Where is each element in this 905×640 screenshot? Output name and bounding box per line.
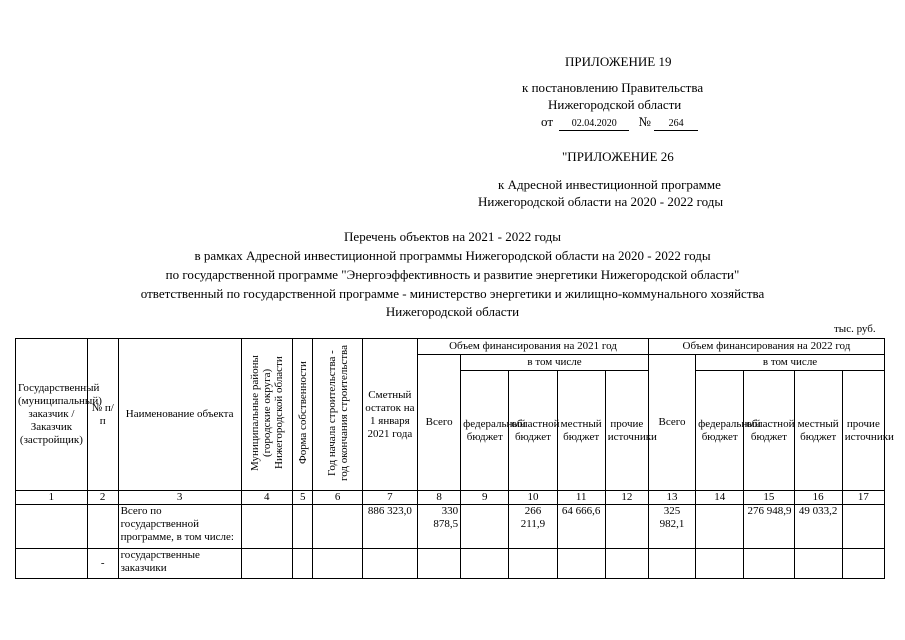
col-number: 16 xyxy=(794,491,842,505)
col-number: 13 xyxy=(648,491,695,505)
header-total-2021: Всего xyxy=(418,355,461,491)
col-number: 8 xyxy=(418,491,461,505)
table-row xyxy=(16,505,885,549)
cell-empty xyxy=(744,549,794,579)
col-number: 4 xyxy=(241,491,292,505)
column-numbers-row xyxy=(16,491,885,505)
col-number: 12 xyxy=(605,491,648,505)
cell-balance: 886 323,0 xyxy=(362,505,417,549)
cell-empty xyxy=(648,549,695,579)
cell-districts xyxy=(241,505,292,549)
header-regional-2021: областной бюджет xyxy=(509,371,557,491)
cell-regional-2021: 266 211,9 xyxy=(509,505,557,549)
cell-other-2022 xyxy=(842,505,884,549)
cell-local-2021: 64 666,6 xyxy=(557,505,605,549)
doc-title-line3: по государственной программе "Энергоэффективность и развитие энергетики Нижегородской области" xyxy=(165,267,740,282)
cell-empty xyxy=(842,549,884,579)
cell-empty xyxy=(509,549,557,579)
cell-ownership xyxy=(292,505,313,549)
cell-local-2022: 49 033,2 xyxy=(794,505,842,549)
cell-empty xyxy=(557,549,605,579)
cell-federal-2022 xyxy=(696,505,744,549)
program-line1: к Адресной инвестиционной программе xyxy=(498,177,721,192)
doc-title-line1: Перечень объектов на 2021 - 2022 годы xyxy=(344,229,561,244)
col-number: 9 xyxy=(461,491,509,505)
from-label: от xyxy=(541,114,554,129)
appendix-number: ПРИЛОЖЕНИЕ 19 xyxy=(565,54,672,69)
cell-empty xyxy=(313,549,362,579)
cell-empty xyxy=(362,549,417,579)
cell-num xyxy=(87,505,118,549)
doc-title-line4: ответственный по государственной программе - министерство энергетики и жилищно-коммунального хозяйства xyxy=(140,286,765,301)
cell-empty xyxy=(418,549,461,579)
header-local-2022: местный бюджет xyxy=(794,371,842,491)
cell-years xyxy=(313,505,362,549)
cell-empty xyxy=(794,549,842,579)
cell-total-2021: 330 878,5 xyxy=(418,505,461,549)
region-name: Нижегородской области xyxy=(548,97,682,112)
header-districts: Муниципальные районы (городские округа) Нижегородской области xyxy=(241,339,292,491)
cell-customer xyxy=(16,549,88,579)
cell-empty xyxy=(605,549,648,579)
header-years: Год начала строительства - год окончания строительства xyxy=(313,339,362,491)
col-number: 10 xyxy=(509,491,557,505)
header-incl-2021: в том числе xyxy=(461,355,649,371)
program-line2: Нижегородской области на 2020 - 2022 годы xyxy=(478,194,724,209)
cell-empty xyxy=(241,549,292,579)
cell-customer xyxy=(16,505,88,549)
cell-empty xyxy=(461,549,509,579)
cell-federal-2021 xyxy=(461,505,509,549)
header-ownership: Форма собственности xyxy=(292,339,313,491)
header-federal-2022: федеральный бюджет xyxy=(696,371,744,491)
cell-empty xyxy=(292,549,313,579)
date-line xyxy=(541,114,698,131)
number-sign: № xyxy=(638,114,651,129)
doc-title-line5: Нижегородской области xyxy=(385,304,520,319)
header-balance: Сметный остаток на 1 января 2021 года xyxy=(362,339,417,491)
header-num: № п/п xyxy=(87,339,118,491)
header-fin-2022: Объем финансирования на 2022 год xyxy=(648,339,884,355)
col-number: 15 xyxy=(744,491,794,505)
header-regional-2022: областной бюджет xyxy=(744,371,794,491)
table-row xyxy=(16,549,885,579)
cell-empty xyxy=(696,549,744,579)
cell-other-2021 xyxy=(605,505,648,549)
header-federal-2021: федеральный бюджет xyxy=(461,371,509,491)
col-number: 11 xyxy=(557,491,605,505)
col-number: 5 xyxy=(292,491,313,505)
header-incl-2022: в том числе xyxy=(696,355,885,371)
header-name: Наименование объекта xyxy=(118,339,241,491)
col-number: 2 xyxy=(87,491,118,505)
objects-table xyxy=(15,338,894,579)
resolution-number: 264 xyxy=(654,118,698,131)
units-label: тыс. руб. xyxy=(834,323,876,335)
header-fin-2021: Объем финансирования на 2021 год xyxy=(418,339,649,355)
col-number: 17 xyxy=(842,491,884,505)
header-customer: Государственный (муниципальный) заказчик / Заказчик (застройщик) xyxy=(16,339,88,491)
header-local-2021: местный бюджет xyxy=(557,371,605,491)
col-number: 3 xyxy=(118,491,241,505)
resolution-ref: к постановлению Правительства xyxy=(522,80,704,95)
col-number: 1 xyxy=(16,491,88,505)
col-number: 7 xyxy=(362,491,417,505)
cell-name: государственные заказчики xyxy=(118,549,241,579)
cell-total-2022: 325 982,1 xyxy=(648,505,695,549)
cell-num: - xyxy=(87,549,118,579)
doc-title-line2: в рамках Адресной инвестиционной программы Нижегородской области на 2020 - 2022 годы xyxy=(194,248,711,263)
resolution-date: 02.04.2020 xyxy=(559,118,629,131)
cell-regional-2022: 276 948,9 xyxy=(744,505,794,549)
header-other-2022: прочие источники xyxy=(842,371,884,491)
header-total-2022: Всего xyxy=(648,355,695,491)
header-other-2021: прочие источники xyxy=(605,371,648,491)
col-number: 14 xyxy=(696,491,744,505)
appendix-26: "ПРИЛОЖЕНИЕ 26 xyxy=(562,149,674,164)
col-number: 6 xyxy=(313,491,362,505)
cell-name: Всего по государственной программе, в том числе: xyxy=(118,505,241,549)
